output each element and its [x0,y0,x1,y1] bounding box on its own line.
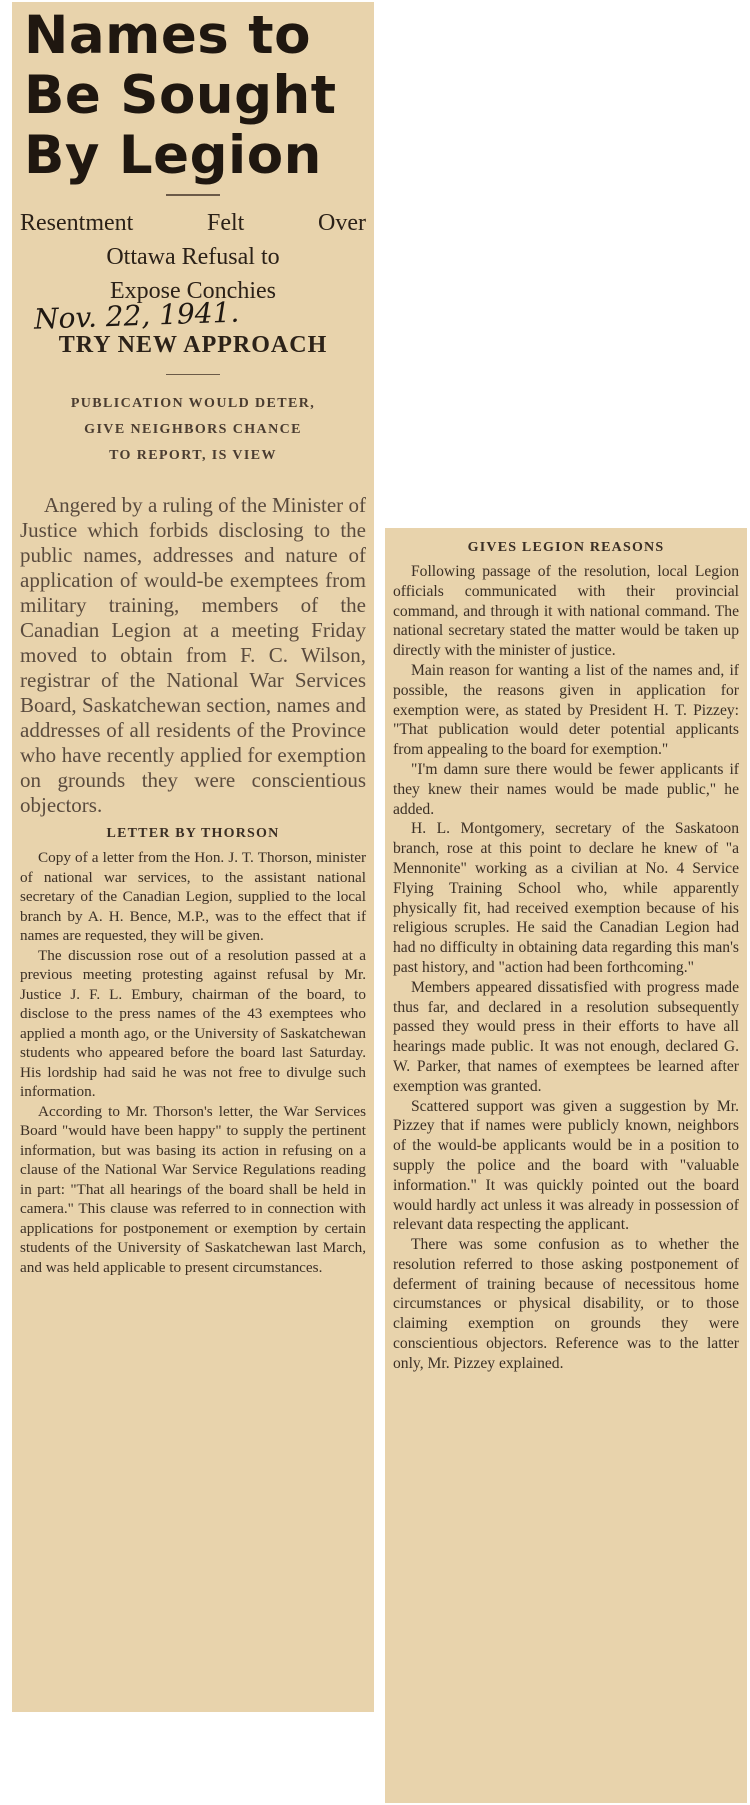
headline-line-3: By Legion [24,125,322,186]
body-paragraph: Scattered support was given a suggestion by Mr. Pizzey that if names were publicly known, neighbors of the would-be applicants would be in a position to supply the police and the board with "valuable information." It was quickly pointed out the board would hardly act unless it was already in possession of relevant data respecting the applicant. [393,1097,739,1234]
clipping-left-column [12,2,374,1712]
handwritten-date: Nov. 22, 1941. [33,295,240,336]
body-paragraph: Following passage of the resolution, local Legion officials communicated with their provincial command, and through it with national command. The national secretary stated the matter would be taken up directly with the minister of justice. [393,563,739,660]
subdeck-line-3: TO REPORT, IS VIEW [109,448,277,463]
section-heading-gives-legion-reasons: GIVES LEGION REASONS [467,540,665,555]
body-paragraph: According to Mr. Thorson's letter, the War Services Board "would have been happy" to supply the pertinent information, but was basing its action in refusing on a clause of the National War Service Regulations reading in part: "That all hearings of the board shall be held in camera." This clause was referred to in connection with applications for postponement or exemption by certain students of the University of Saskatchewan last March, and was held applicable to present circumstances. [20,1102,366,1276]
subhead-divider [166,374,220,375]
section-heading-letter-by-thorson: LETTER BY THORSON [106,826,280,841]
deck-line-3: Expose Conchies [110,278,276,304]
body-paragraph: Copy of a letter from the Hon. J. T. Thorson, minister of national war services, to the assistant national secretary of the Canadian Legion, supplied to the local branch by A. H. Bence, M.P., was to the effect that if names are requested, they will be given. [20,849,366,944]
clipping-right-column [385,528,747,1803]
headline [24,6,366,186]
subdeck-line-2: GIVE NEIGHBORS CHANCE [84,422,302,437]
deck-line-1: Resentment Felt Over [20,210,366,236]
deck-line-2: Ottawa Refusal to [106,244,280,270]
subdeck [20,391,366,469]
headline-divider [166,194,220,196]
subdeck-line-1: PUBLICATION WOULD DETER, [70,396,316,411]
body-paragraph: The discussion rose out of a resolution passed at a previous meeting protesting against refusal by Mr. Justice J. F. L. Embury, chairman of the board, to disclose to the press names of the 43 exemptees who applied a month ago, or the University of Saskatchewan students who appeared before the board last Saturday. His lordship had said he was not free to divulge such information. [20,946,366,1100]
deck [20,206,366,308]
headline-line-2: Be Sought [24,65,337,126]
body-paragraph: Members appeared dissatisfied with progress made thus far, and declared in a resolution subsequently passed they would press in their efforts to have all hearings made public. It was not enough, declared G. W. Parker, that names of exemptees be learned after exemption was granted. [393,978,739,1095]
body-paragraph: Main reason for wanting a list of the names and, if possible, the reasons given in application for exemption were, as stated by President H. T. Pizzey: "That publication would deter potential applicants from appealing to the board for exemption." [393,661,739,759]
subhead: TRY NEW APPROACH [58,332,328,358]
headline-line-1: Names to [24,5,312,66]
body-paragraph: There was some confusion as to whether the resolution referred to those asking postponement of deferment of training because of necessitous home circumstances or physical disability, or to those claiming exemption on grounds they were conscientious objectors. Reference was to the latter only, Mr. Pizzey explained. [393,1236,739,1372]
body-paragraph: "I'm damn sure there would be fewer applicants if they knew their names would be made public," he added. [393,760,739,818]
lead-paragraph: Angered by a ruling of the Minister of Justice which forbids disclosing to the public names, addresses and nature of application of would-be exemptees from military training, members of the Canadian Legion at a meeting Friday moved to obtain from F. C. Wilson, registrar of the National War Services Board, Saskatchewan section, names and addresses of all residents of the Province who have recently applied for exemption on grounds they were conscientious objectors. [20,493,366,817]
body-paragraph: H. L. Montgomery, secretary of the Saskatoon branch, rose at this point to declare he knew of "a Mennonite" working as a civilian at No. 4 Service Flying Training School who, while apparently physically fit, had received exemption because of his religious scruples. He said the Canadian Legion had had no difficulty in obtaining data regarding this man's past history, and "action had been forthcoming." [393,820,739,976]
